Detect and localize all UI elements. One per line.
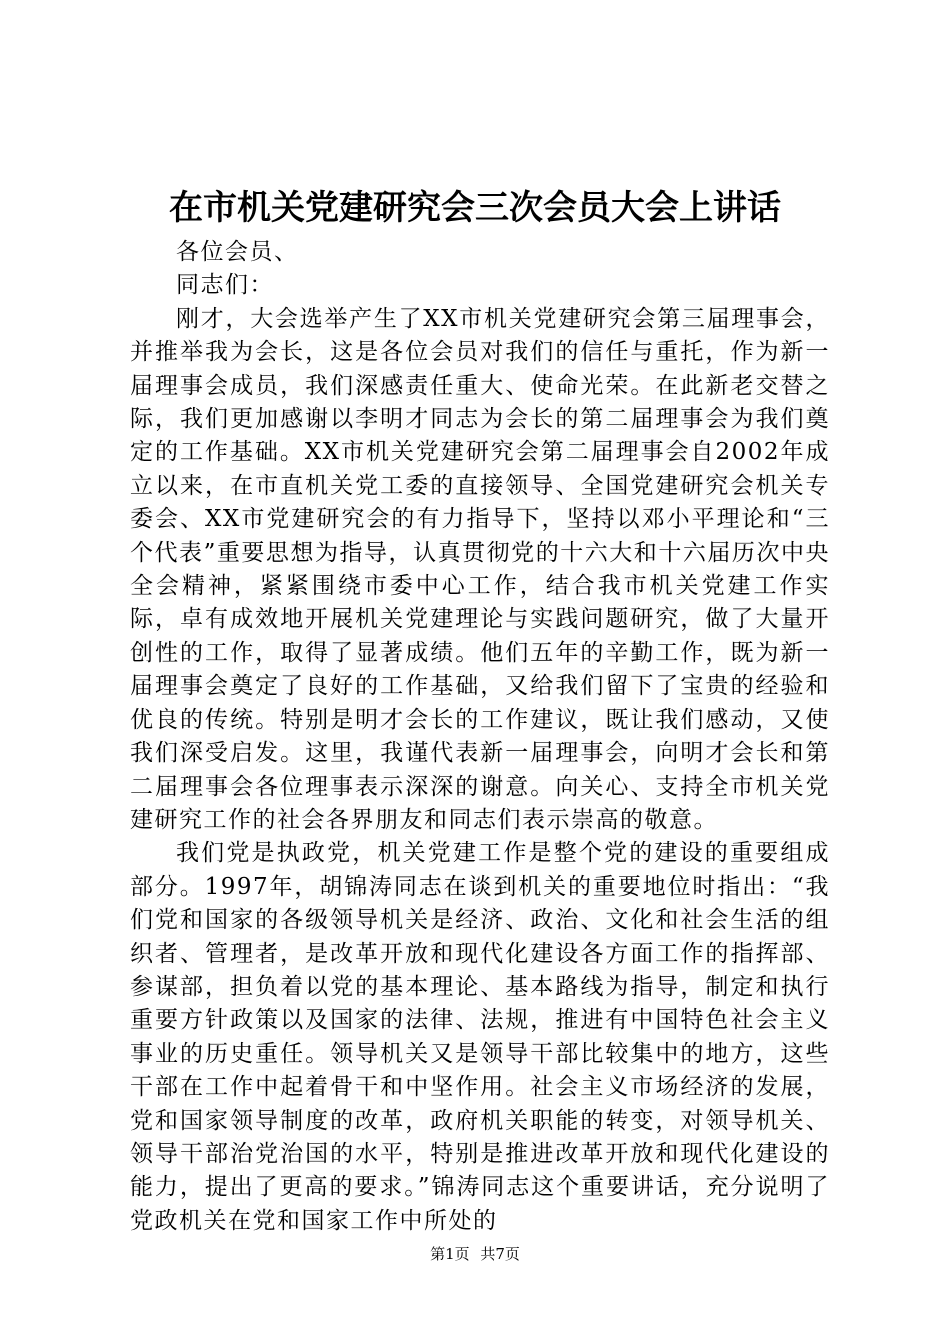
paragraph-1: 刚才，大会选举产生了XX市机关党建研究会第三届理事会，并推举我为会长，这是各位会员对我们的信任与重托，作为新一届理事会成员，我们深感责任重大、使命光荣。在此新老交替之际，我们更加感谢以李明才同志为会长的第二届理事会为我们奠定的工作基础。XX市机关党建研究会第二届理事会自2002年成立以来，在市直机关党工委的直接领导、全国党建研究会机关专委会、XX市党建研究会的有力指导下，坚持以邓小平理论和“三个代表”重要思想为指导，认真贯彻党的十六大和十六届历次中央全会精神，紧紧围绕市委中心工作，结合我市机关党建工作实际，卓有成效地开展机关党建理论与实践问题研究，做了大量开创性的工作，取得了显著成绩。他们五年的辛勤工作，既为新一届理事会奠定了良好的工作基础，又给我们留下了宝贵的经验和优良的传统。特别是明才会长的工作建议，既让我们感动，又使我们深受启发。这里，我谨代表新一届理事会，向明才会长和第二届理事会各位理事表示深深的谢意。向关心、支持全市机关党建研究工作的社会各界朋友和同志们表示崇高的敬意。: [130, 305, 830, 833]
document-title: 在市机关党建研究会三次会员大会上讲话: [169, 188, 781, 228]
page-total: 共7页: [480, 1245, 520, 1263]
salutation-line-1: 各位会员、: [176, 239, 299, 265]
page-number: 第1页: [430, 1245, 470, 1263]
salutation-line-2: 同志们：: [176, 272, 274, 299]
document-body: [130, 236, 830, 1238]
paragraph-2: 我们党是执政党，机关党建工作是整个党的建设的重要组成部分。1997年，胡锦涛同志在谈到机关的重要地位时指出：“我们党和国家的各级领导机关是经济、政治、文化和社会生活的组织者、管理者，是改革开放和现代化建设各方面工作的指挥部、参谋部，担负着以党的基本理论、基本路线为指导，制定和执行重要方针政策以及国家的法律、法规，推进有中国特色社会主义事业的历史重任。领导机关又是领导干部比较集中的地方，这些干部在工作中起着骨干和中坚作用。社会主义市场经济的发展，党和国家领导制度的改革，政府机关职能的转变，对领导机关、领导干部治党治国的水平，特别是推进改革开放和现代化建设的能力，提出了更高的要求。”锦涛同志这个重要讲话，充分说明了党政机关在党和国家工作中所处的: [130, 840, 830, 1234]
page-footer: [0, 1244, 950, 1264]
